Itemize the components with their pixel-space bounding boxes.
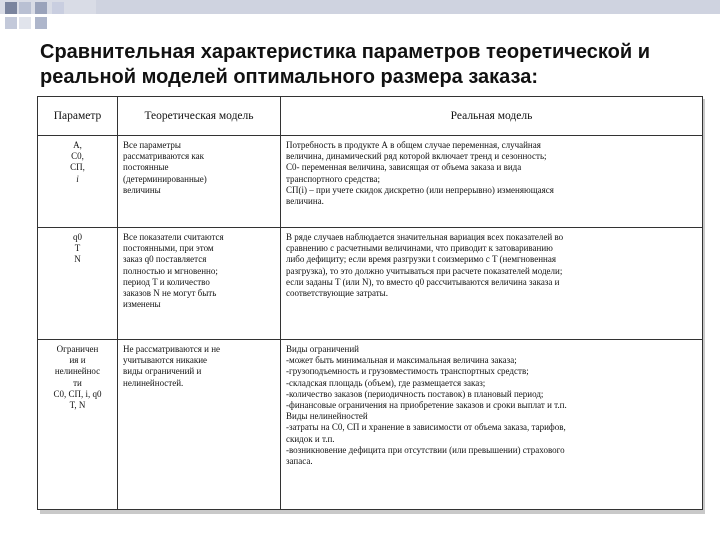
theory-line: Все показатели считаются bbox=[123, 232, 224, 242]
real-cell bbox=[281, 136, 703, 228]
theory-line: рассматриваются как bbox=[123, 151, 204, 162]
theory-line: Не рассматриваются и не bbox=[123, 344, 221, 354]
real-cell bbox=[281, 340, 703, 510]
real-line: -затраты на C0, CП и хранение в зависимости от объема заказа, тарифов, bbox=[286, 422, 566, 433]
real-line: -грузоподъемность и грузовместимость транспортных средств; bbox=[286, 366, 529, 377]
real-line: величина, динамический ряд которой включает тренд и сезонность; bbox=[286, 151, 547, 162]
param-line: q0 bbox=[73, 232, 82, 242]
theory-line: виды ограничений и bbox=[123, 366, 202, 377]
real-cell bbox=[281, 228, 703, 340]
real-line: В ряде случаев наблюдается значительная вариация всех показателей во bbox=[286, 232, 564, 242]
real-line: разгрузка), то это должно учитываться при расчете показателей модели; bbox=[286, 265, 563, 276]
table-header-row bbox=[38, 97, 703, 136]
param-line: N bbox=[74, 254, 81, 265]
param-line: нелинейнос bbox=[54, 366, 101, 377]
theory-line: заказ q0 поставляется bbox=[123, 254, 207, 265]
real-line: -количество заказов (периодичность поставок) в плановый период; bbox=[286, 388, 544, 399]
real-line: C0- переменная величина, зависящая от объема заказа и вида bbox=[286, 162, 522, 173]
param-line: A, bbox=[73, 140, 82, 150]
real-line: -может быть минимальная и максимальная величина заказа; bbox=[286, 355, 517, 366]
theory-line: период T и количество bbox=[123, 276, 210, 287]
theory-line: заказов N не могут быть bbox=[123, 288, 217, 299]
page-title: Сравнительная характеристика параметров теоретической и реальной моделей оптимального размера заказа: bbox=[40, 41, 651, 88]
theory-line: постоянные bbox=[123, 162, 169, 173]
real-line: CП(i) – при учете скидок дискретно (или непрерывно) изменяющаяся bbox=[286, 184, 554, 195]
param-line: C0, bbox=[71, 151, 84, 162]
theory-line: величины bbox=[123, 184, 161, 195]
theory-cell bbox=[118, 136, 281, 228]
theory-cell bbox=[118, 228, 281, 340]
theory-line: Все параметры bbox=[123, 140, 181, 150]
table-row bbox=[38, 228, 703, 340]
param-line: ти bbox=[73, 377, 82, 388]
real-line: -финансовые ограничения на приобретение заказов и сроки выплат и т.п. bbox=[286, 400, 567, 411]
table-row bbox=[38, 340, 703, 510]
theory-line: полностью и мгновенно; bbox=[123, 265, 218, 276]
theory-line: постоянными, при этом bbox=[123, 243, 214, 254]
theory-line: изменены bbox=[123, 299, 161, 310]
theory-line: нелинейностей. bbox=[123, 377, 184, 388]
real-line: запаса. bbox=[286, 456, 313, 467]
param-cell bbox=[38, 340, 118, 510]
param-line: C0, CП, i, q0 bbox=[53, 388, 102, 399]
real-line: скидок и т.п. bbox=[286, 433, 335, 444]
real-line: соответствующие затраты. bbox=[286, 288, 388, 299]
real-line: либо дефициту; если время разгрузки t соизмеримо с T (немгновенная bbox=[286, 254, 557, 265]
real-line: величина. bbox=[286, 196, 324, 207]
comparison-table bbox=[37, 96, 703, 510]
param-line: CП, bbox=[70, 162, 85, 173]
theory-line: (детерминированные) bbox=[123, 173, 207, 184]
param-line: T, N bbox=[69, 400, 86, 411]
header-real: Реальная модель bbox=[281, 97, 703, 136]
real-line: Виды нелинейностей bbox=[286, 411, 368, 422]
table-row bbox=[38, 136, 703, 228]
header-parameter: Параметр bbox=[38, 97, 118, 136]
real-line: если заданы T (или N), то вместо q0 рассчитываются величина заказа и bbox=[286, 276, 560, 287]
real-line: сравнению с расчетными величинами, что приводит к затовариванию bbox=[286, 243, 553, 254]
param-line: T bbox=[74, 243, 81, 254]
param-line: i bbox=[76, 173, 79, 184]
real-line: Виды ограничений bbox=[286, 344, 359, 354]
real-line: -возникновение дефицита при отсутствии (или превышении) страхового bbox=[286, 444, 565, 455]
real-line: -складская площадь (объем), где размещается заказ; bbox=[286, 377, 486, 388]
param-line: ия и bbox=[69, 355, 86, 366]
header-theoretical: Теоретическая модель bbox=[118, 97, 281, 136]
theory-line: учитываются никакие bbox=[123, 355, 208, 366]
param-cell bbox=[38, 136, 118, 228]
param-cell bbox=[38, 228, 118, 340]
real-line: Потребность в продукте А в общем случае переменная, случайная bbox=[286, 140, 541, 150]
theory-cell bbox=[118, 340, 281, 510]
real-line: транспортного средства; bbox=[286, 173, 381, 184]
param-line: Ограничен bbox=[56, 344, 99, 354]
header-decoration bbox=[0, 0, 720, 40]
